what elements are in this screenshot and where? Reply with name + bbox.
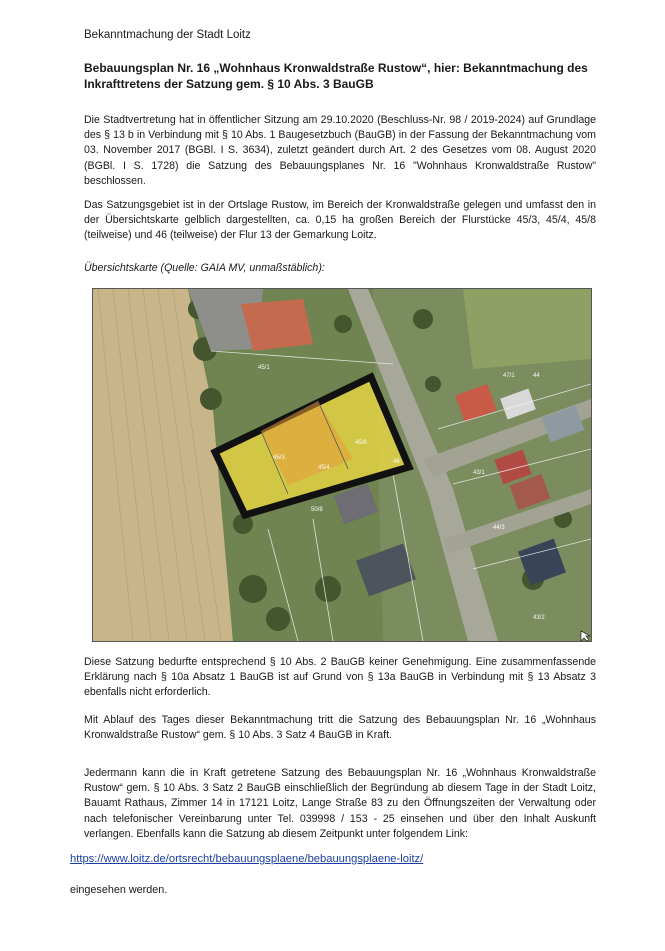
map-caption: Übersichtskarte (Quelle: GAIA MV, unmaßstäblich): [84, 262, 325, 274]
paragraph-area: Das Satzungsgebiet ist in der Ortslage Rustow, im Bereich der Kronwaldstraße gelegen und umfasst den in der Übersichtskarte gelblich dargestellten, ca. 0,15 ha großen Bereich der Flurstücke 45/3, 45/4, 45/8 (teilweise) und 46 (teilweise) der Flur 13 der Gemarkung Loitz. [84, 199, 596, 242]
paragraph-approval: Diese Satzung bedurfte entsprechend § 10 Abs. 2 BauGB keiner Genehmigung. Eine zusammenfassende Erklärung nach § 10a Absatz 1 BauGB ist auf Grund von § 13a BauGB in Verbindung mit § 13 Absatz 3 ebenfalls nicht erforderlich. [84, 656, 596, 699]
parcel-label: 45/4 [318, 465, 330, 471]
parcel-label: 45/1 [258, 365, 270, 371]
parcel-label: 43/2 [533, 615, 545, 621]
closing-text: eingesehen werden. [70, 884, 168, 896]
parcel-label: 50/8 [311, 507, 323, 513]
parcel-label: 45/3 [273, 455, 285, 461]
parcel-label: 44/3 [493, 525, 505, 531]
parcel-label: 44 [533, 373, 540, 379]
document-title: Bebauungsplan Nr. 16 „Wohnhaus Kronwaldstraße Rustow“, hier: Bekanntmachung des Inkrafttretens der Satzung gem. § 10 Abs. 3 BauGB [84, 61, 588, 91]
parcel-label: 43/1 [473, 470, 485, 476]
paragraph-effective: Mit Ablauf des Tages dieser Bekanntmachung tritt die Satzung des Bebauungsplan Nr. 16 „Wohnhaus Kronwaldstraße Rustow“ gem. § 10 Abs. 3 Satz 4 BauGB in Kraft. [84, 714, 596, 742]
paragraph-inspection: Jedermann kann die in Kraft getretene Satzung des Bebauungsplan Nr. 16 „Wohnhaus Kronwaldstraße Rustow“ gem. § 10 Abs. 3 Satz 2 BauGB einschließlich der Begründung ab diesem Tage in der Stadt Loitz, Bauamt Rathaus, Zimmer 14 in 17121 Loitz, Lange Straße 83 zu den Öffnungszeiten der Verwaltung oder nach telefonischer Vereinbarung unter Tel. 039998 / 153 - 25 einsehen und über den Inhalt Auskunft verlangen. Ebenfalls kann die Satzung ab diesem Zeitpunkt unter folgendem Link: [84, 767, 596, 840]
ortsrecht-link[interactable]: https://www.loitz.de/ortsrecht/bebauungsplaene/bebauungsplaene-loitz/ [70, 853, 424, 865]
document-header: Bekanntmachung der Stadt Loitz [84, 29, 251, 41]
parcel-label: 46 [393, 459, 400, 465]
overview-map [92, 288, 592, 642]
paragraph-resolution: Die Stadtvertretung hat in öffentlicher Sitzung am 29.10.2020 (Beschluss-Nr. 98 / 2019-2024) auf Grundlage des § 13 b in Verbindung mit § 10 Abs. 1 Baugesetzbuch (BauGB) in der Fassung der Bekanntmachung vom 03. November 2017 (BGBl. I S. 3634), zuletzt geändert durch Art. 2 des Gesetzes vom 08. August 2020 (BGBl. I S. 1728) die Satzung des Bebauungsplanes Nr. 16 "Wohnhaus Kronwaldstraße Rustow" beschlossen. [84, 114, 596, 187]
parcel-label: 45/8 [355, 440, 367, 446]
parcel-label: 47/1 [503, 373, 515, 379]
